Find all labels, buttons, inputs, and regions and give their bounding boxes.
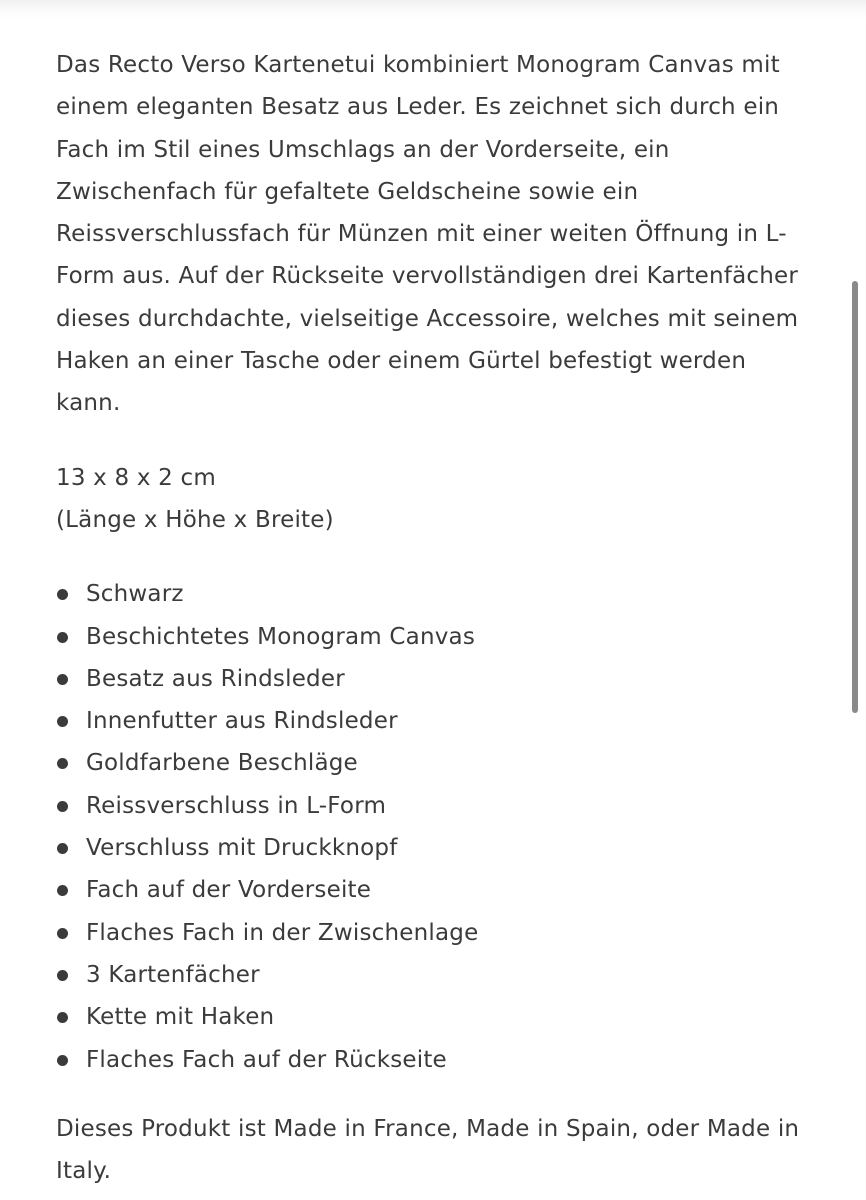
bullet-icon <box>57 716 68 727</box>
feature-text: Flaches Fach in der Zwischenlage <box>86 919 479 946</box>
feature-item <box>56 700 816 742</box>
top-fade <box>0 0 866 20</box>
feature-item <box>56 658 816 700</box>
feature-text: Goldfarbene Beschläge <box>86 750 358 777</box>
feature-item <box>56 912 816 954</box>
feature-item <box>56 1039 816 1081</box>
feature-item <box>56 827 816 869</box>
bullet-icon <box>57 758 68 769</box>
feature-item <box>56 742 816 784</box>
feature-text: Flaches Fach auf der Rückseite <box>86 1046 447 1073</box>
feature-item <box>56 573 816 615</box>
bullet-icon <box>57 1055 68 1066</box>
feature-text: Innenfutter aus Rindsleder <box>86 708 398 735</box>
product-dimensions <box>56 457 816 542</box>
feature-item <box>56 996 816 1038</box>
bullet-icon <box>57 674 68 685</box>
bullet-icon <box>57 928 68 939</box>
feature-item <box>56 785 816 827</box>
bullet-icon <box>57 801 68 812</box>
feature-text: Schwarz <box>86 581 184 608</box>
bullet-icon <box>57 632 68 643</box>
feature-text: Beschichtetes Monogram Canvas <box>86 623 476 650</box>
product-origin: Dieses Produkt ist Made in France, Made in Spain, oder Made in Italy. <box>56 1115 800 1185</box>
feature-text: Reissverschluss in L-Form <box>86 792 387 819</box>
bullet-icon <box>57 970 68 981</box>
feature-text: Fach auf der Vorderseite <box>86 877 372 904</box>
feature-text: Besatz aus Rindsleder <box>86 665 345 692</box>
bullet-icon <box>57 885 68 896</box>
feature-list <box>56 573 816 1081</box>
product-description: Das Recto Verso Kartenetui kombiniert Monogram Canvas mit einem eleganten Besatz aus Leder. Es zeichnet sich durch ein Fach im Stil eines Umschlags an der Vorderseite, ein Zwischenfach für gefaltete Geldscheine sowie ein Reissverschlussfach für Münzen mit einer weiten Öffnung in L-Form aus. Auf der Rückseite vervollständigen drei Kartenfächer dieses durchdachte, vielseitige Accessoire, welches mit seinem Haken an einer Tasche oder einem Gürtel befestigt werden kann. <box>56 52 799 417</box>
dimensions-size: 13 x 8 x 2 cm <box>56 464 216 491</box>
feature-item <box>56 954 816 996</box>
bullet-icon <box>57 843 68 854</box>
bullet-icon <box>57 589 68 600</box>
feature-text: Kette mit Haken <box>86 1004 275 1031</box>
scrollbar-thumb[interactable] <box>852 281 858 713</box>
feature-item <box>56 869 816 911</box>
dimensions-legend: (Länge x Höhe x Breite) <box>56 506 334 533</box>
feature-item <box>56 616 816 658</box>
bullet-icon <box>57 1012 68 1023</box>
feature-text: Verschluss mit Druckknopf <box>86 835 398 862</box>
product-details <box>56 44 816 1192</box>
feature-text: 3 Kartenfächer <box>86 961 260 988</box>
